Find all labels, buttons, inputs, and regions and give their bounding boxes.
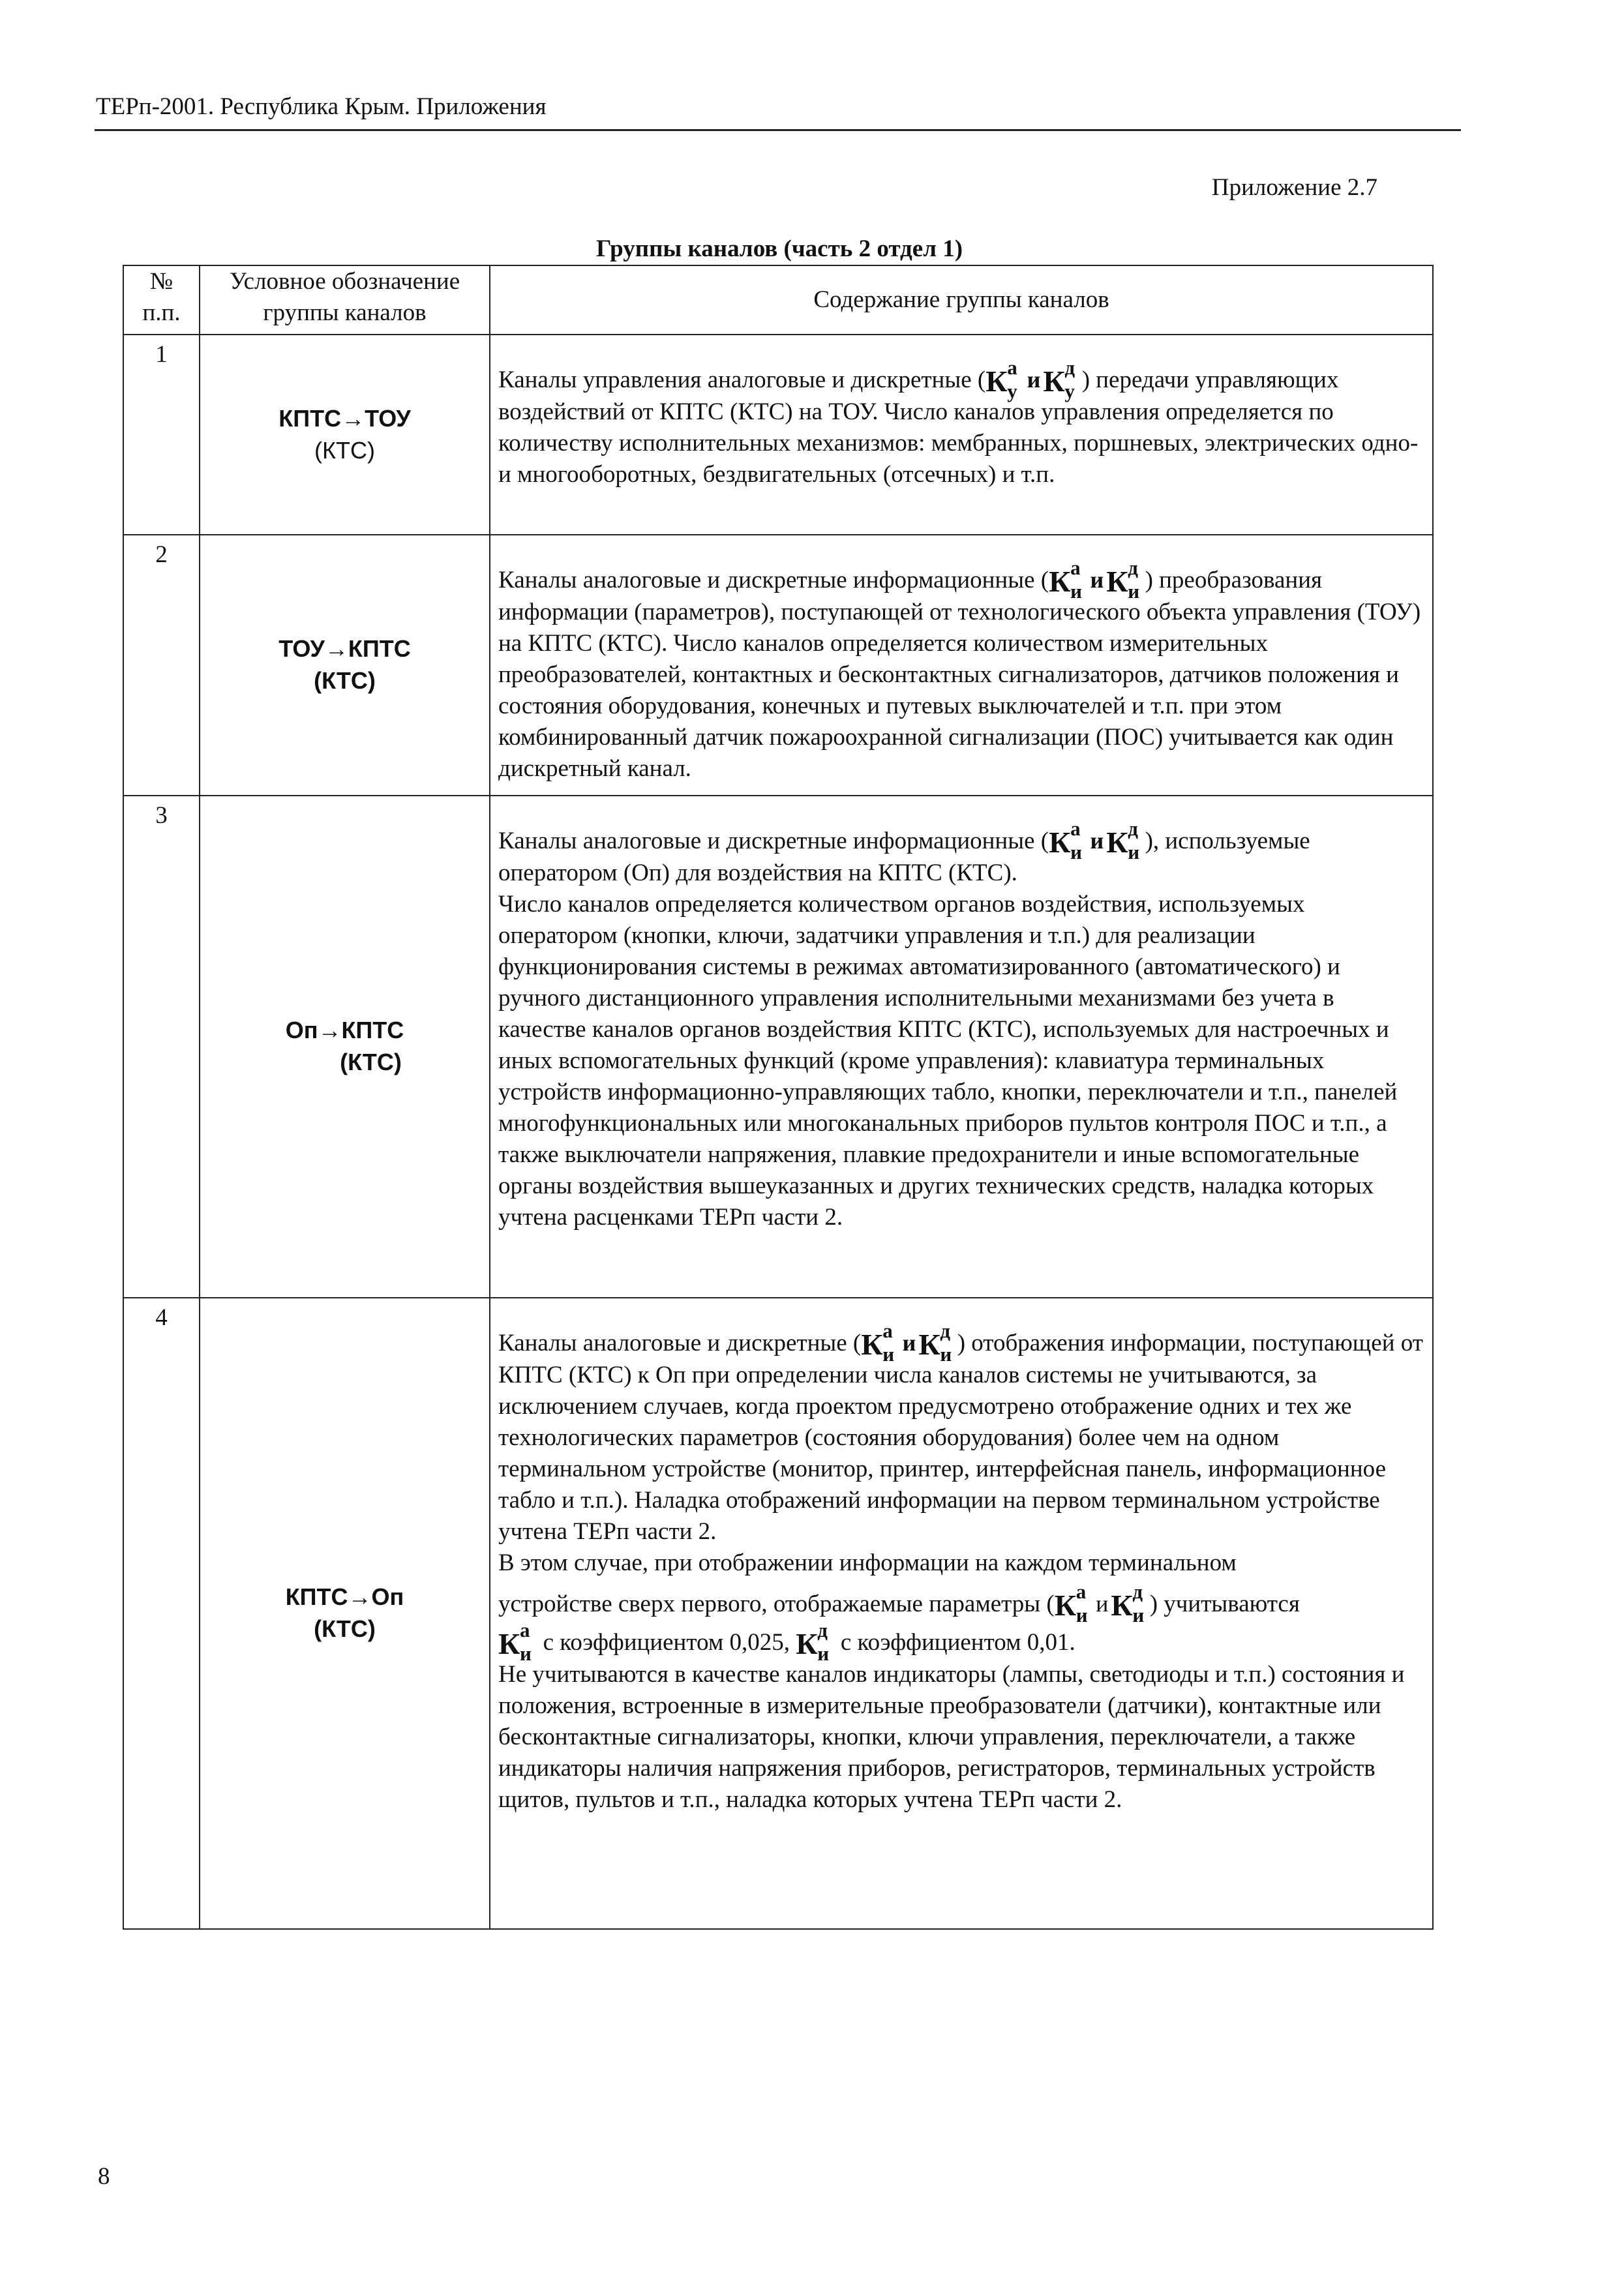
- k-discrete-symbol: К д и: [1106, 556, 1140, 603]
- text-before: устройстве сверх первого, отображаемые параметры (: [498, 1591, 1055, 1617]
- conjunction: и: [902, 1330, 916, 1356]
- k-analog-symbol: К а и: [861, 1319, 895, 1366]
- row-symbol: [200, 796, 490, 1298]
- header-number-line2: п.п.: [142, 299, 181, 326]
- conjunction: и: [1096, 1591, 1109, 1617]
- table-title: Группы каналов (часть 2 отдел 1): [595, 235, 963, 262]
- content-paragraph: [498, 356, 1424, 490]
- text-before: Каналы управления аналоговые и дискретные (: [498, 367, 986, 393]
- text-after: ), используемые оператором (Оп) для воздействия на КПТС (КТС).: [498, 828, 1310, 886]
- content-paragraph: Число каналов определяется количеством органов воздействия, используемых оператором (кнопки, ключи, задатчики управления и т.п.) для реализации функционирования системы в режимах автоматизированного (автоматического) и ручного дистанционного управления исполнительными механизмами без учета в качестве каналов органов воздействия КПТС (КТС), используемых для настроечных и иных вспомогательных функций (кроме управления): клавиатура терминальных устройств информационно-управляющих табло, кнопки, переключатели и т.п., панелей многофункциональных или многоканальных приборов пультов контроля ПОС и т.п., а также выключатели напряжения, плавкие предохранители и иные вспомогательные органы воздействия вышеуказанных и других технических средств, наладка которых учтена расценками ТЕРп части 2.: [498, 891, 1398, 1231]
- row-number: 2: [123, 535, 200, 796]
- header-number-line1: №: [149, 268, 173, 295]
- symbol-sub: (КТС): [314, 1615, 376, 1642]
- content-paragraph: [498, 1319, 1424, 1548]
- row-content: [490, 1298, 1433, 1929]
- conjunction: и: [1090, 567, 1104, 593]
- row-content: [490, 796, 1433, 1298]
- text-before: Каналы аналоговые и дискретные информационные (: [498, 567, 1049, 593]
- appendix-label: Приложение 2.7: [1211, 174, 1377, 201]
- table-row: [123, 535, 1433, 796]
- header-rule: [95, 129, 1461, 131]
- table-header-row: [123, 265, 1433, 335]
- header-number: [123, 265, 200, 335]
- k-discrete-symbol: К д у: [1043, 356, 1075, 402]
- content-paragraph: В этом случае, при отображении информации на каждом терминальном: [498, 1549, 1237, 1576]
- table-row: [123, 1298, 1433, 1929]
- row-content: [490, 535, 1433, 796]
- header-symbol-line2: группы каналов: [263, 299, 427, 326]
- channel-groups-table: [123, 265, 1434, 1930]
- row-number: 3: [123, 796, 200, 1298]
- k-analog-symbol: К а и: [1049, 817, 1082, 863]
- symbol-name: ТОУ→КПТС: [278, 635, 411, 662]
- row-symbol: [200, 1298, 490, 1929]
- symbol-sub: (КТС): [314, 436, 375, 464]
- text-after: ) преобразования информации (параметров), поступающей от технологического объекта управления (ТОУ) на КПТС (КТС). Число каналов определяется количеством измерительных преобразователей, контактных и бесконтактных сигнализаторов, датчиков положения и состояния оборудования, конечных и путевых выключателей и т.п. при этом комбинированный датчик пожароохранной сигнализации (ПОС) учитывается как один дискретный канал.: [498, 567, 1421, 782]
- symbol-sub: (КТС): [314, 667, 376, 694]
- conjunction: и: [1090, 828, 1104, 854]
- row-number: 1: [123, 335, 200, 535]
- content-paragraph: [498, 1580, 1424, 1626]
- content-paragraph: [498, 817, 1424, 889]
- row-number: 4: [123, 1298, 200, 1929]
- symbol-name: Оп→КПТС: [285, 1017, 404, 1043]
- header-symbol-line1: Условное обозначение: [229, 268, 460, 295]
- content-paragraph: [498, 1619, 1424, 1665]
- text-after: ) отображения информации, поступающей от КПТС (КТС) к Оп при определении числа каналов системы не учитываются, за исключением случаев, когда проектом предусмотрено отображение одних и тех же технологических параметров (состояния оборудования) более чем на одном терминальном устройстве (монитор, принтер, интерфейсная панель, информационное табло и т.п.). Наладка отображений информации на первом терминальном устройстве учтена ТЕРп части 2.: [498, 1330, 1423, 1545]
- symbol-name: КПТС→Оп: [285, 1583, 404, 1610]
- content-paragraph: Не учитываются в качестве каналов индикаторы (лампы, светодиоды и т.п.) состояния и положения, встроенные в измерительные преобразователи (датчики), контактные или бесконтактные сигнализаторы, кнопки, ключи управления, переключатели, а также индикаторы наличия напряжения приборов, регистраторов, терминальных устройств щитов, пультов и т.п., наладка которых учтена ТЕРп части 2.: [498, 1661, 1405, 1813]
- table-row: [123, 335, 1433, 535]
- k-discrete-symbol: К д и: [1111, 1580, 1145, 1626]
- content-paragraph: [498, 556, 1424, 785]
- k-discrete-symbol: К д и: [796, 1619, 830, 1665]
- text-before: Каналы аналоговые и дискретные информационные (: [498, 828, 1049, 854]
- text-after: ) передачи управляющих воздействий от КПТС (КТС) на ТОУ. Число каналов управления определяется по количеству исполнительных механизмов: мембранных, поршневых, электрических одно- и многооборотных, бездвигательных (отсечных) и т.п.: [498, 367, 1419, 488]
- header-content: Содержание группы каналов: [490, 265, 1433, 335]
- text-after: ) учитываются: [1149, 1591, 1300, 1617]
- page-number: 8: [98, 2163, 110, 2190]
- row-symbol: [200, 335, 490, 535]
- header-symbol: [200, 265, 490, 335]
- k-analog-symbol: К а и: [1054, 1580, 1088, 1626]
- k-analog-symbol: К а у: [985, 356, 1017, 402]
- coefficient-analog-text: с коэффициентом 0,025,: [543, 1629, 790, 1656]
- row-symbol: [200, 535, 490, 796]
- symbol-name: КПТС→ТОУ: [278, 404, 411, 432]
- coefficient-discrete-text: с коэффициентом 0,01.: [840, 1629, 1075, 1656]
- table-row: [123, 796, 1433, 1298]
- k-discrete-symbol: К д и: [918, 1319, 952, 1366]
- text-before: Каналы аналоговые и дискретные (: [498, 1330, 862, 1356]
- conjunction: и: [1027, 367, 1041, 393]
- row-content: [490, 335, 1433, 535]
- k-discrete-symbol: К д и: [1106, 817, 1140, 863]
- symbol-sub: (КТС): [340, 1049, 402, 1075]
- running-title: ТЕРп-2001. Республика Крым. Приложения: [96, 93, 547, 120]
- k-analog-symbol: К а и: [498, 1619, 532, 1665]
- k-analog-symbol: К а и: [1049, 556, 1082, 603]
